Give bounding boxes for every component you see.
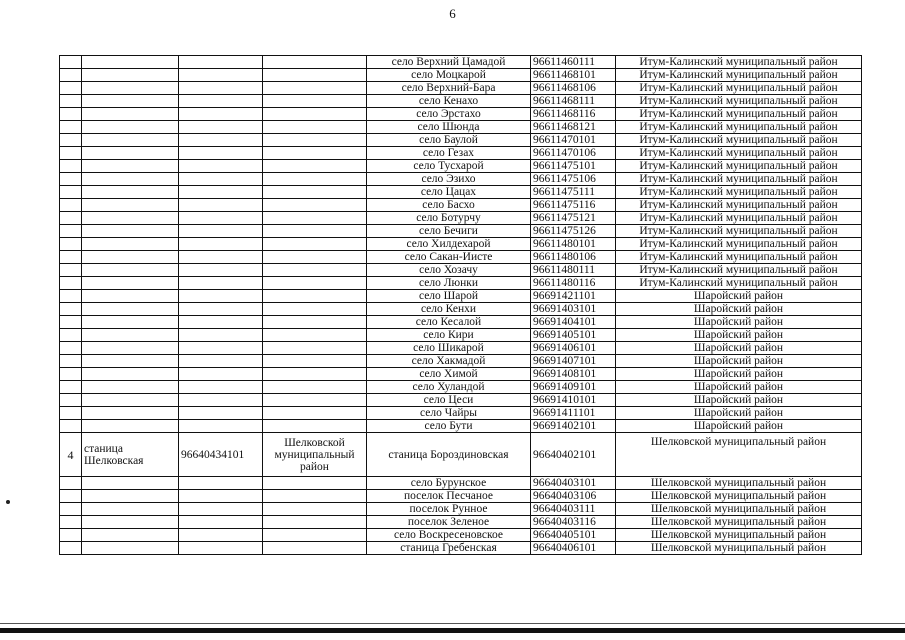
empty-cell bbox=[179, 277, 263, 290]
empty-cell bbox=[179, 316, 263, 329]
settlement-code: 96611475106 bbox=[531, 173, 616, 186]
empty-cell bbox=[263, 199, 367, 212]
settlement-center-name: станица Шелковская bbox=[82, 433, 179, 477]
settlement-code: 96640403111 bbox=[531, 503, 616, 516]
empty-cell bbox=[179, 477, 263, 490]
district-name: Шаройский район bbox=[616, 394, 862, 407]
district-name: Шаройский район bbox=[616, 316, 862, 329]
district-name: Шаройский район bbox=[616, 290, 862, 303]
settlement-name: поселок Зеленое bbox=[367, 516, 531, 529]
table-row bbox=[60, 542, 862, 555]
district-name: Шелковской муниципальный район bbox=[616, 503, 862, 516]
settlement-name: село Сакан-Иисте bbox=[367, 251, 531, 264]
settlement-code: 96691404101 bbox=[531, 316, 616, 329]
district-name: Итум-Калинский муниципальный район bbox=[616, 95, 862, 108]
empty-cell bbox=[82, 420, 179, 433]
empty-cell bbox=[263, 186, 367, 199]
empty-cell bbox=[179, 82, 263, 95]
district-name: Итум-Калинский муниципальный район bbox=[616, 238, 862, 251]
settlement-name: село Басхо bbox=[367, 199, 531, 212]
empty-cell bbox=[263, 251, 367, 264]
settlement-code: 96611480101 bbox=[531, 238, 616, 251]
empty-cell bbox=[179, 108, 263, 121]
empty-cell bbox=[60, 316, 82, 329]
settlement-code: 96611468106 bbox=[531, 82, 616, 95]
settlement-name: село Химой bbox=[367, 368, 531, 381]
empty-cell bbox=[263, 82, 367, 95]
table-row bbox=[60, 95, 862, 108]
district-name: Шелковской муниципальный район bbox=[616, 433, 862, 477]
settlement-code: 96611468121 bbox=[531, 121, 616, 134]
table-row bbox=[60, 173, 862, 186]
settlement-code: 96611475126 bbox=[531, 225, 616, 238]
empty-cell bbox=[82, 69, 179, 82]
settlement-code: 96691408101 bbox=[531, 368, 616, 381]
settlement-code: 96691406101 bbox=[531, 342, 616, 355]
settlement-name: село Кесалой bbox=[367, 316, 531, 329]
empty-cell bbox=[60, 108, 82, 121]
empty-cell bbox=[82, 238, 179, 251]
settlement-code: 96691411101 bbox=[531, 407, 616, 420]
empty-cell bbox=[179, 342, 263, 355]
empty-cell bbox=[82, 225, 179, 238]
empty-cell bbox=[82, 251, 179, 264]
district-name: Итум-Калинский муниципальный район bbox=[616, 134, 862, 147]
empty-cell bbox=[179, 199, 263, 212]
empty-cell bbox=[60, 121, 82, 134]
empty-cell bbox=[179, 69, 263, 82]
table-row bbox=[60, 368, 862, 381]
scan-edge-bar bbox=[0, 628, 905, 633]
empty-cell bbox=[263, 477, 367, 490]
district-name: Итум-Калинский муниципальный район bbox=[616, 186, 862, 199]
settlement-name: село Верхний Цамадой bbox=[367, 56, 531, 69]
administrative-unit: Шелковской муниципальный район bbox=[263, 433, 367, 477]
empty-cell bbox=[82, 477, 179, 490]
settlement-name: село Бечиги bbox=[367, 225, 531, 238]
empty-cell bbox=[179, 264, 263, 277]
settlement-name: село Бути bbox=[367, 420, 531, 433]
settlement-code: 96640403101 bbox=[531, 477, 616, 490]
settlement-name: станица Бороздиновская bbox=[367, 433, 531, 477]
empty-cell bbox=[263, 108, 367, 121]
empty-cell bbox=[263, 420, 367, 433]
empty-cell bbox=[82, 121, 179, 134]
table-row bbox=[60, 108, 862, 121]
empty-cell bbox=[82, 381, 179, 394]
empty-cell bbox=[60, 95, 82, 108]
settlement-name: поселок Песчаное bbox=[367, 490, 531, 503]
table-row bbox=[60, 355, 862, 368]
empty-cell bbox=[179, 368, 263, 381]
settlement-name: село Кенхи bbox=[367, 303, 531, 316]
empty-cell bbox=[179, 147, 263, 160]
empty-cell bbox=[263, 516, 367, 529]
empty-cell bbox=[82, 56, 179, 69]
empty-cell bbox=[82, 212, 179, 225]
empty-cell bbox=[60, 69, 82, 82]
district-name: Итум-Калинский муниципальный район bbox=[616, 108, 862, 121]
empty-cell bbox=[82, 355, 179, 368]
settlement-name: село Кири bbox=[367, 329, 531, 342]
empty-cell bbox=[263, 381, 367, 394]
settlement-name: село Кенахо bbox=[367, 95, 531, 108]
empty-cell bbox=[263, 277, 367, 290]
empty-cell bbox=[60, 420, 82, 433]
margin-dot bbox=[6, 500, 10, 504]
table-row bbox=[60, 251, 862, 264]
settlement-name: село Цеси bbox=[367, 394, 531, 407]
empty-cell bbox=[82, 147, 179, 160]
table-row bbox=[60, 212, 862, 225]
empty-cell bbox=[60, 251, 82, 264]
table-row bbox=[60, 121, 862, 134]
empty-cell bbox=[179, 251, 263, 264]
table-row bbox=[60, 407, 862, 420]
empty-cell bbox=[179, 56, 263, 69]
table-row bbox=[60, 290, 862, 303]
empty-cell bbox=[82, 342, 179, 355]
empty-cell bbox=[60, 516, 82, 529]
empty-cell bbox=[82, 290, 179, 303]
empty-cell bbox=[82, 490, 179, 503]
table-row bbox=[60, 381, 862, 394]
empty-cell bbox=[263, 264, 367, 277]
table-row bbox=[60, 490, 862, 503]
district-name: Шаройский район bbox=[616, 303, 862, 316]
empty-cell bbox=[263, 529, 367, 542]
page-number: 6 bbox=[449, 6, 456, 21]
settlement-code: 96611480116 bbox=[531, 277, 616, 290]
settlement-name: село Гезах bbox=[367, 147, 531, 160]
table-row bbox=[60, 342, 862, 355]
empty-cell bbox=[60, 277, 82, 290]
empty-cell bbox=[60, 303, 82, 316]
settlement-code: 96611475121 bbox=[531, 212, 616, 225]
scan-edge-line bbox=[0, 623, 905, 624]
table-row bbox=[60, 160, 862, 173]
empty-cell bbox=[263, 134, 367, 147]
empty-cell bbox=[82, 329, 179, 342]
district-name: Итум-Калинский муниципальный район bbox=[616, 225, 862, 238]
empty-cell bbox=[60, 290, 82, 303]
district-name: Итум-Калинский муниципальный район bbox=[616, 160, 862, 173]
table-row bbox=[60, 147, 862, 160]
table-row bbox=[60, 134, 862, 147]
settlement-name: станица Гребенская bbox=[367, 542, 531, 555]
settlement-name: село Шикарой bbox=[367, 342, 531, 355]
settlement-code: 96640403116 bbox=[531, 516, 616, 529]
empty-cell bbox=[263, 290, 367, 303]
empty-cell bbox=[263, 69, 367, 82]
empty-cell bbox=[179, 329, 263, 342]
empty-cell bbox=[179, 225, 263, 238]
empty-cell bbox=[60, 394, 82, 407]
empty-cell bbox=[179, 186, 263, 199]
district-name: Шелковской муниципальный район bbox=[616, 529, 862, 542]
empty-cell bbox=[263, 316, 367, 329]
district-name: Шелковской муниципальный район bbox=[616, 477, 862, 490]
empty-cell bbox=[179, 212, 263, 225]
empty-cell bbox=[60, 503, 82, 516]
empty-cell bbox=[263, 173, 367, 186]
empty-cell bbox=[179, 134, 263, 147]
table-row bbox=[60, 199, 862, 212]
empty-cell bbox=[82, 199, 179, 212]
empty-cell bbox=[263, 503, 367, 516]
district-name: Шаройский район bbox=[616, 407, 862, 420]
settlement-code: 96640403106 bbox=[531, 490, 616, 503]
settlement-code: 96611475101 bbox=[531, 160, 616, 173]
table-row bbox=[60, 277, 862, 290]
empty-cell bbox=[82, 160, 179, 173]
settlement-name: село Воскресеновское bbox=[367, 529, 531, 542]
empty-cell bbox=[82, 264, 179, 277]
empty-cell bbox=[60, 225, 82, 238]
empty-cell bbox=[179, 303, 263, 316]
empty-cell bbox=[60, 342, 82, 355]
empty-cell bbox=[82, 186, 179, 199]
empty-cell bbox=[263, 303, 367, 316]
empty-cell bbox=[263, 147, 367, 160]
settlement-code: 96691409101 bbox=[531, 381, 616, 394]
empty-cell bbox=[60, 264, 82, 277]
empty-cell bbox=[179, 490, 263, 503]
settlement-code: 96611480111 bbox=[531, 264, 616, 277]
empty-cell bbox=[179, 121, 263, 134]
empty-cell bbox=[82, 368, 179, 381]
settlement-name: село Ботурчу bbox=[367, 212, 531, 225]
empty-cell bbox=[263, 95, 367, 108]
settlement-name: село Хакмадой bbox=[367, 355, 531, 368]
empty-cell bbox=[82, 277, 179, 290]
settlement-code: 96611468116 bbox=[531, 108, 616, 121]
settlement-code: 96611480106 bbox=[531, 251, 616, 264]
empty-cell bbox=[60, 368, 82, 381]
district-name: Итум-Калинский муниципальный район bbox=[616, 251, 862, 264]
table-row bbox=[60, 477, 862, 490]
empty-cell bbox=[179, 95, 263, 108]
empty-cell bbox=[263, 160, 367, 173]
empty-cell bbox=[82, 542, 179, 555]
settlement-code: 96691402101 bbox=[531, 420, 616, 433]
empty-cell bbox=[263, 56, 367, 69]
table-row bbox=[60, 516, 862, 529]
district-name: Шаройский район bbox=[616, 342, 862, 355]
empty-cell bbox=[82, 316, 179, 329]
empty-cell bbox=[179, 394, 263, 407]
empty-cell bbox=[263, 212, 367, 225]
settlement-code: 96640406101 bbox=[531, 542, 616, 555]
table-row bbox=[60, 329, 862, 342]
settlement-code: 96611470106 bbox=[531, 147, 616, 160]
table-row bbox=[60, 529, 862, 542]
empty-cell bbox=[60, 173, 82, 186]
district-name: Итум-Калинский муниципальный район bbox=[616, 147, 862, 160]
district-name: Шелковской муниципальный район bbox=[616, 490, 862, 503]
settlement-name: село Шюнда bbox=[367, 121, 531, 134]
empty-cell bbox=[60, 407, 82, 420]
table-row bbox=[60, 394, 862, 407]
settlement-name: поселок Рунное bbox=[367, 503, 531, 516]
district-name: Шаройский район bbox=[616, 381, 862, 394]
empty-cell bbox=[179, 173, 263, 186]
empty-cell bbox=[60, 134, 82, 147]
table-row bbox=[60, 225, 862, 238]
empty-cell bbox=[179, 529, 263, 542]
empty-cell bbox=[60, 147, 82, 160]
empty-cell bbox=[60, 542, 82, 555]
empty-cell bbox=[60, 199, 82, 212]
settlement-code: 96691405101 bbox=[531, 329, 616, 342]
empty-cell bbox=[263, 355, 367, 368]
empty-cell bbox=[82, 503, 179, 516]
settlement-name: село Хилдехарой bbox=[367, 238, 531, 251]
settlement-code: 96611468101 bbox=[531, 69, 616, 82]
empty-cell bbox=[263, 121, 367, 134]
district-name: Итум-Калинский муниципальный район bbox=[616, 69, 862, 82]
district-name: Итум-Калинский муниципальный район bbox=[616, 56, 862, 69]
settlements-table bbox=[59, 55, 862, 555]
empty-cell bbox=[179, 355, 263, 368]
district-name: Итум-Калинский муниципальный район bbox=[616, 199, 862, 212]
empty-cell bbox=[82, 407, 179, 420]
settlement-code: 96691407101 bbox=[531, 355, 616, 368]
district-name: Итум-Калинский муниципальный район bbox=[616, 264, 862, 277]
empty-cell bbox=[82, 108, 179, 121]
empty-cell bbox=[60, 329, 82, 342]
settlement-code: 96611475116 bbox=[531, 199, 616, 212]
empty-cell bbox=[179, 290, 263, 303]
empty-cell bbox=[60, 238, 82, 251]
table-row bbox=[60, 264, 862, 277]
district-name: Шаройский район bbox=[616, 420, 862, 433]
table-row bbox=[60, 503, 862, 516]
empty-cell bbox=[179, 542, 263, 555]
empty-cell bbox=[60, 529, 82, 542]
empty-cell bbox=[60, 477, 82, 490]
settlement-name: село Цацах bbox=[367, 186, 531, 199]
empty-cell bbox=[263, 394, 367, 407]
empty-cell bbox=[179, 503, 263, 516]
settlement-code: 96691403101 bbox=[531, 303, 616, 316]
empty-cell bbox=[60, 212, 82, 225]
settlement-code: 96611460111 bbox=[531, 56, 616, 69]
settlement-code: 96691421101 bbox=[531, 290, 616, 303]
empty-cell bbox=[179, 420, 263, 433]
settlement-name: село Баулой bbox=[367, 134, 531, 147]
table-row bbox=[60, 420, 862, 433]
empty-cell bbox=[82, 529, 179, 542]
settlement-code: 96640405101 bbox=[531, 529, 616, 542]
settlement-name: село Эзихо bbox=[367, 173, 531, 186]
district-name: Шаройский район bbox=[616, 368, 862, 381]
table-row-major bbox=[60, 433, 862, 477]
empty-cell bbox=[82, 82, 179, 95]
table-row bbox=[60, 186, 862, 199]
settlement-name: село Шарой bbox=[367, 290, 531, 303]
settlement-code: 96691410101 bbox=[531, 394, 616, 407]
empty-cell bbox=[179, 160, 263, 173]
district-name: Шелковской муниципальный район bbox=[616, 542, 862, 555]
empty-cell bbox=[60, 82, 82, 95]
empty-cell bbox=[82, 173, 179, 186]
empty-cell bbox=[60, 56, 82, 69]
empty-cell bbox=[263, 407, 367, 420]
district-name: Итум-Калинский муниципальный район bbox=[616, 173, 862, 186]
district-name: Итум-Калинский муниципальный район bbox=[616, 82, 862, 95]
settlement-center-okato: 96640434101 bbox=[179, 433, 263, 477]
table-row bbox=[60, 82, 862, 95]
settlement-name: село Хозачу bbox=[367, 264, 531, 277]
settlement-name: село Верхний-Бара bbox=[367, 82, 531, 95]
empty-cell bbox=[263, 225, 367, 238]
district-name: Шаройский район bbox=[616, 329, 862, 342]
table-row bbox=[60, 303, 862, 316]
settlement-code: 96611468111 bbox=[531, 95, 616, 108]
empty-cell bbox=[82, 516, 179, 529]
empty-cell bbox=[263, 342, 367, 355]
settlement-name: село Тусхарой bbox=[367, 160, 531, 173]
settlement-code: 96611470101 bbox=[531, 134, 616, 147]
empty-cell bbox=[263, 490, 367, 503]
empty-cell bbox=[263, 238, 367, 251]
empty-cell bbox=[82, 134, 179, 147]
empty-cell bbox=[263, 368, 367, 381]
empty-cell bbox=[263, 329, 367, 342]
table-row bbox=[60, 69, 862, 82]
settlement-name: село Люнки bbox=[367, 277, 531, 290]
settlement-code: 96640402101 bbox=[531, 433, 616, 477]
row-number: 4 bbox=[60, 433, 82, 477]
district-name: Шаройский район bbox=[616, 355, 862, 368]
settlement-name: село Моцкарой bbox=[367, 69, 531, 82]
settlement-name: село Бурунское bbox=[367, 477, 531, 490]
settlement-name: село Хуландой bbox=[367, 381, 531, 394]
empty-cell bbox=[82, 95, 179, 108]
settlement-code: 96611475111 bbox=[531, 186, 616, 199]
empty-cell bbox=[82, 394, 179, 407]
empty-cell bbox=[179, 381, 263, 394]
settlement-name: село Эрстахо bbox=[367, 108, 531, 121]
table-row bbox=[60, 316, 862, 329]
district-name: Итум-Калинский муниципальный район bbox=[616, 121, 862, 134]
empty-cell bbox=[179, 238, 263, 251]
empty-cell bbox=[60, 355, 82, 368]
empty-cell bbox=[60, 160, 82, 173]
empty-cell bbox=[60, 186, 82, 199]
district-name: Шелковской муниципальный район bbox=[616, 516, 862, 529]
empty-cell bbox=[263, 542, 367, 555]
table-row bbox=[60, 56, 862, 69]
empty-cell bbox=[179, 516, 263, 529]
table-row bbox=[60, 238, 862, 251]
district-name: Итум-Калинский муниципальный район bbox=[616, 212, 862, 225]
settlement-name: село Чайры bbox=[367, 407, 531, 420]
empty-cell bbox=[60, 381, 82, 394]
empty-cell bbox=[60, 490, 82, 503]
empty-cell bbox=[179, 407, 263, 420]
district-name: Итум-Калинский муниципальный район bbox=[616, 277, 862, 290]
empty-cell bbox=[82, 303, 179, 316]
